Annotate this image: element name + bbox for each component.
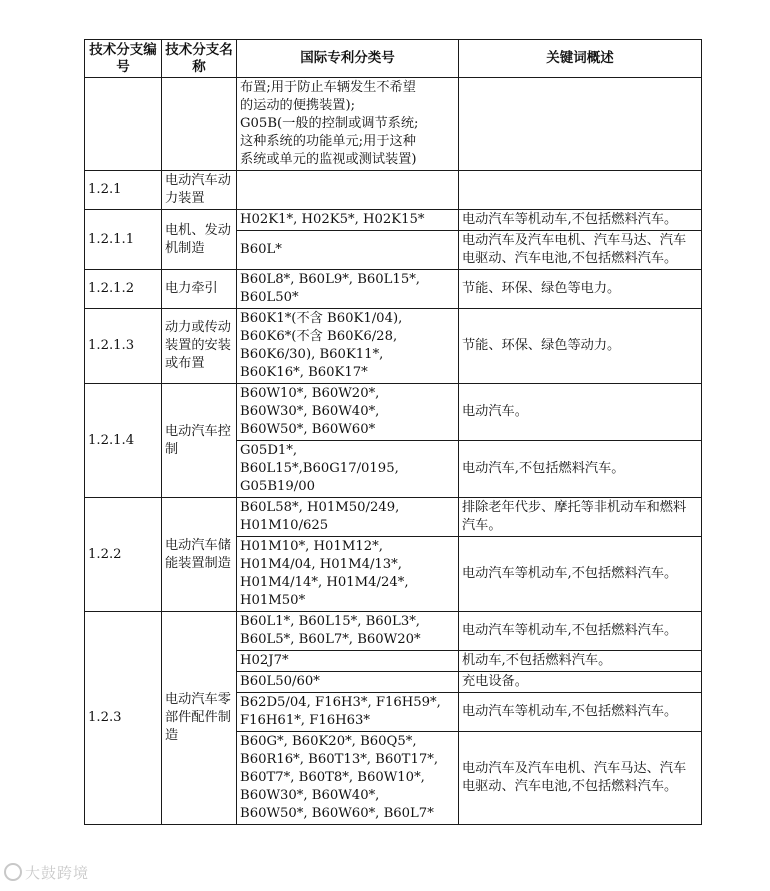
ipc-line: B60W50*, B60W60*, B60L7* <box>240 806 434 821</box>
ipc-line: B60L50* <box>240 290 299 305</box>
ipc-cell <box>237 309 459 384</box>
watermark <box>4 862 89 883</box>
branch-code-cell: 1.2.1.1 <box>85 210 162 270</box>
ipc-cell <box>237 231 459 270</box>
branch-name-cell: 电动汽车动力装置 <box>162 171 237 210</box>
ipc-line: B60L5*, B60L7*, B60W20* <box>240 632 421 647</box>
ipc-line: B60G*, B60K20*, B60Q5*, <box>240 734 417 749</box>
ipc-line: B60W30*, B60W40*, <box>240 404 380 419</box>
ipc-cell <box>237 537 459 612</box>
keyword-cell: 电动汽车及汽车电机、汽车马达、汽车电驱动、汽车电池,不包括燃料汽车。 <box>459 231 702 270</box>
table-body <box>85 78 702 825</box>
keyword-cell: 节能、环保、绿色等电力。 <box>459 270 702 309</box>
ipc-line: B60K1*(不含 B60K1/04), <box>240 311 403 326</box>
branch-code-cell <box>85 78 162 171</box>
ipc-line: B60K6/30), B60K11*, <box>240 347 384 362</box>
branch-code-cell: 1.2.2 <box>85 498 162 612</box>
ipc-line: B60L58*, H01M50/249, <box>240 500 400 515</box>
ipc-cell <box>237 78 459 171</box>
header-ipc: 国际专利分类号 <box>237 40 459 78</box>
branch-name-cell: 电动汽车储能装置制造 <box>162 498 237 612</box>
keyword-cell: 排除老年代步、摩托等非机动车和燃料汽车。 <box>459 498 702 537</box>
ipc-line: H01M50* <box>240 593 306 608</box>
branch-code-cell: 1.2.1.3 <box>85 309 162 384</box>
watermark-logo-icon <box>4 863 22 881</box>
ipc-line: B60T7*, B60T8*, B60W10*, <box>240 770 425 785</box>
table-row <box>85 210 702 231</box>
keyword-cell: 电动汽车等机动车,不包括燃料汽车。 <box>459 210 702 231</box>
ipc-line: B60L* <box>240 242 282 257</box>
keyword-cell: 机动车,不包括燃料汽车。 <box>459 651 702 672</box>
ipc-line: H01M4/14*, H01M4/24*, <box>240 575 409 590</box>
header-keywords: 关键词概述 <box>459 40 702 78</box>
ipc-cell <box>237 693 459 732</box>
branch-name-cell: 电力牵引 <box>162 270 237 309</box>
ipc-line: B60L8*, B60L9*, B60L15*, <box>240 272 420 287</box>
ipc-line: H01M4/04, H01M4/13*, <box>240 557 402 572</box>
ipc-line: G05D1*, <box>240 443 298 458</box>
keyword-cell: 电动汽车。 <box>459 384 702 441</box>
ipc-line: B60L1*, B60L15*, B60L3*, <box>240 614 420 629</box>
table-row <box>85 270 702 309</box>
keyword-cell: 电动汽车等机动车,不包括燃料汽车。 <box>459 612 702 651</box>
keyword-cell: 电动汽车及汽车电机、汽车马达、汽车电驱动、汽车电池,不包括燃料汽车。 <box>459 732 702 825</box>
table-row <box>85 498 702 537</box>
branch-name-cell: 电动汽车控制 <box>162 384 237 498</box>
header-branch-name: 技术分支名称 <box>162 40 237 78</box>
table-row <box>85 171 702 210</box>
keyword-cell: 节能、环保、绿色等动力。 <box>459 309 702 384</box>
ipc-cell <box>237 441 459 498</box>
ipc-line: 的运动的便携装置); <box>240 98 356 113</box>
keyword-cell: 电动汽车等机动车,不包括燃料汽车。 <box>459 537 702 612</box>
ipc-line: B60K6*(不含 B60K6/28, <box>240 329 398 344</box>
ipc-line: G05B19/00 <box>240 479 316 494</box>
keyword-cell: 电动汽车等机动车,不包括燃料汽车。 <box>459 693 702 732</box>
ipc-line: 系统或单元的监视或测试装置) <box>240 152 417 167</box>
ipc-line: G05B(一般的控制或调节系统; <box>240 116 419 131</box>
ipc-line: 这种系统的功能单元;用于这种 <box>240 134 416 149</box>
table-row <box>85 384 702 441</box>
ipc-line: F16H61*, F16H63* <box>240 713 370 728</box>
table-row <box>85 612 702 651</box>
ipc-cell <box>237 732 459 825</box>
ipc-line: B60K16*, B60K17* <box>240 365 368 380</box>
ipc-line: B62D5/04, F16H3*, F16H59*, <box>240 695 441 710</box>
ipc-cell <box>237 270 459 309</box>
table-row <box>85 309 702 384</box>
keyword-cell: 充电设备。 <box>459 672 702 693</box>
ipc-line: H02J7* <box>240 653 289 668</box>
ipc-line: H01M10*, H01M12*, <box>240 539 383 554</box>
ipc-cell <box>237 498 459 537</box>
ipc-line: B60R16*, B60T13*, B60T17*, <box>240 752 439 767</box>
ipc-line: H01M10/625 <box>240 518 329 533</box>
table-row <box>85 78 702 171</box>
ipc-line: B60W10*, B60W20*, <box>240 386 380 401</box>
header-branch-code: 技术分支编号 <box>85 40 162 78</box>
ipc-cell <box>237 672 459 693</box>
table-header-row <box>85 40 702 78</box>
ipc-classification-table <box>84 39 702 825</box>
branch-code-cell: 1.2.1.2 <box>85 270 162 309</box>
ipc-cell <box>237 210 459 231</box>
branch-code-cell: 1.2.1.4 <box>85 384 162 498</box>
watermark-text: 大鼓跨境 <box>25 864 90 882</box>
ipc-cell <box>237 651 459 672</box>
ipc-cell <box>237 612 459 651</box>
branch-code-cell: 1.2.3 <box>85 612 162 825</box>
branch-code-cell: 1.2.1 <box>85 171 162 210</box>
keyword-cell <box>459 171 702 210</box>
ipc-line: H02K1*, H02K5*, H02K15* <box>240 212 425 227</box>
keyword-cell <box>459 78 702 171</box>
ipc-line: 布置;用于防止车辆发生不希望 <box>240 80 416 95</box>
ipc-line: B60L15*,B60G17/0195, <box>240 461 399 476</box>
ipc-line: B60W50*, B60W60* <box>240 422 376 437</box>
ipc-line: B60L50/60* <box>240 674 320 689</box>
ipc-line: B60W30*, B60W40*, <box>240 788 380 803</box>
ipc-cell <box>237 384 459 441</box>
branch-name-cell <box>162 78 237 171</box>
branch-name-cell: 动力或传动装置的安装或布置 <box>162 309 237 384</box>
branch-name-cell: 电动汽车零部件配件制造 <box>162 612 237 825</box>
branch-name-cell: 电机、发动机制造 <box>162 210 237 270</box>
ipc-cell <box>237 171 459 210</box>
keyword-cell: 电动汽车,不包括燃料汽车。 <box>459 441 702 498</box>
